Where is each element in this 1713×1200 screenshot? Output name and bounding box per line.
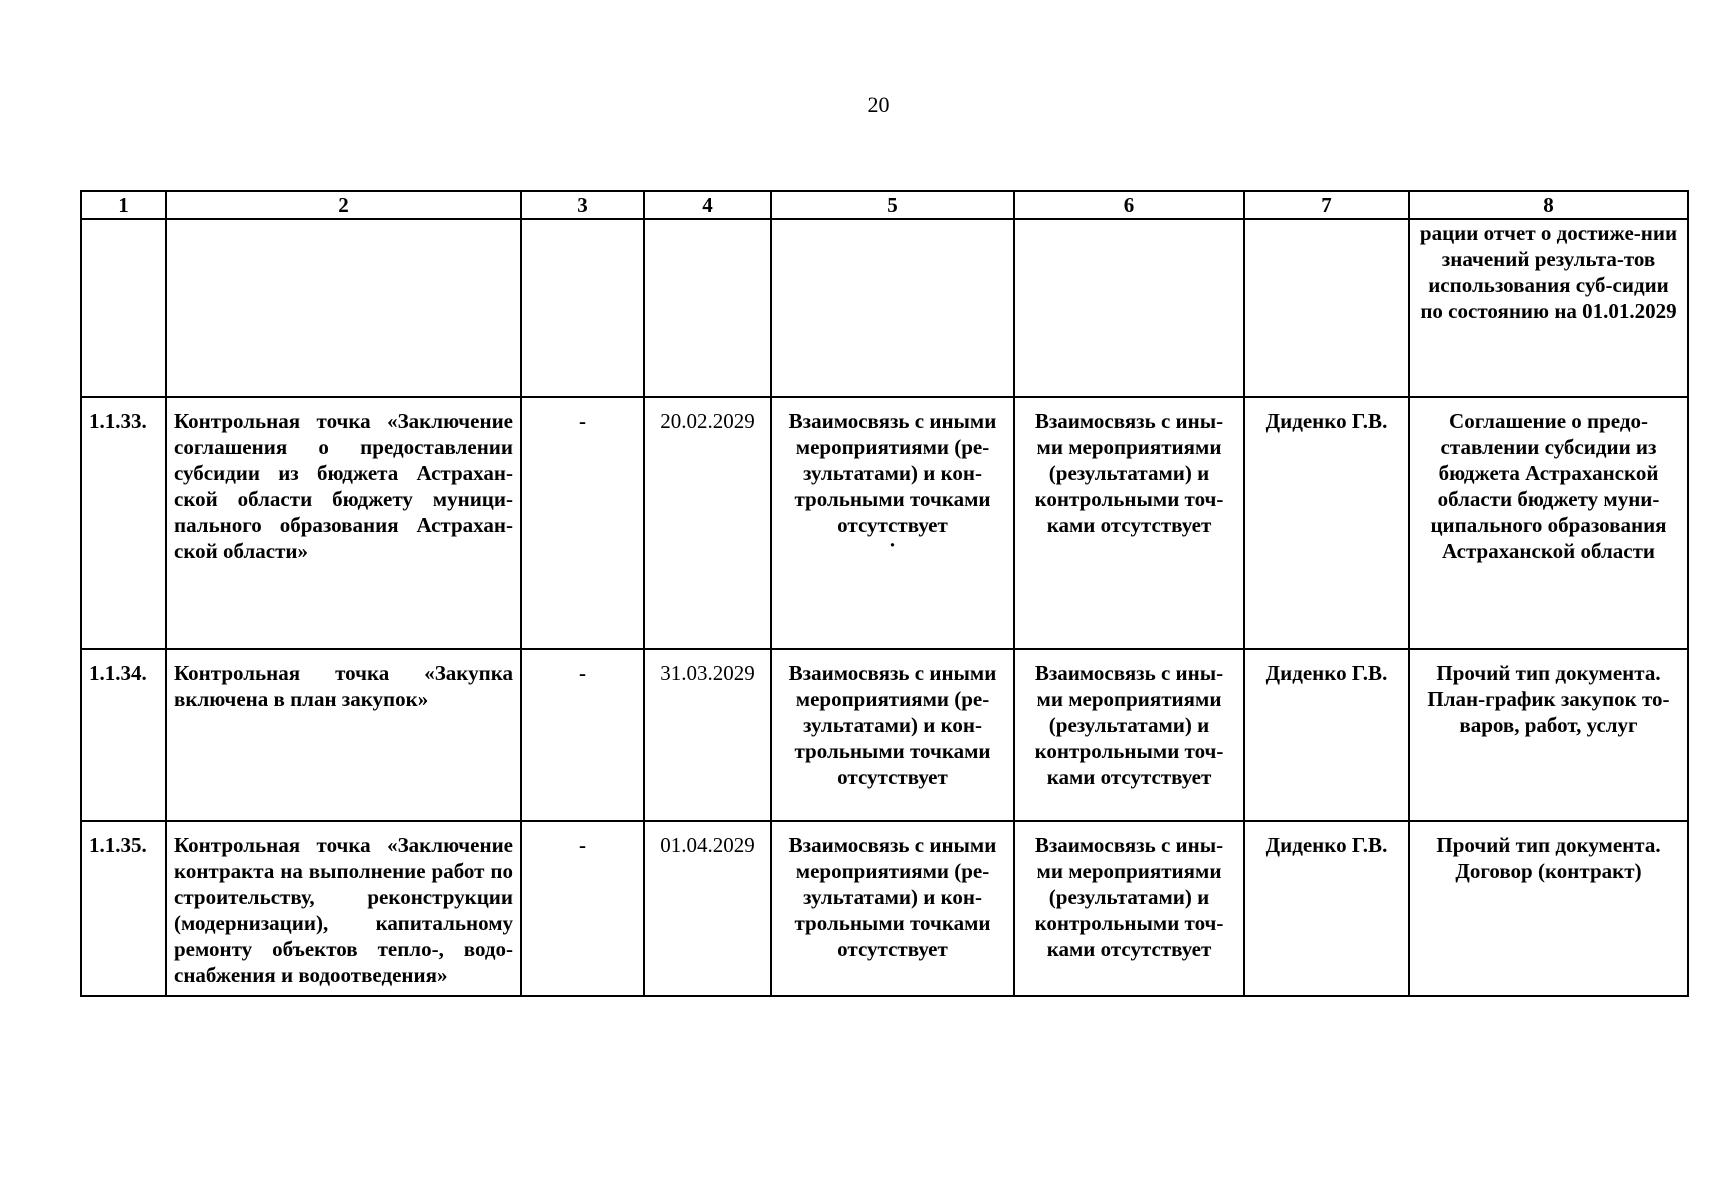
- row-number: 1.1.34.: [81, 649, 166, 821]
- responsible-person: Диденко Г.В.: [1244, 649, 1409, 821]
- column-header-8: 8: [1409, 191, 1688, 219]
- row-number: 1.1.35.: [81, 821, 166, 996]
- scan-dot: ·: [888, 533, 896, 557]
- continuation-cell-7: [1244, 219, 1409, 397]
- deadline-date: 31.03.2029: [644, 649, 771, 821]
- table-row: [81, 649, 1688, 821]
- table-row: [81, 821, 1688, 996]
- row-number: 1.1.33.: [81, 397, 166, 649]
- relation-cell-5: Взаимосвязь с иными мероприятиями (ре-зультатами) и кон-трольными точками отсутствует: [771, 649, 1014, 821]
- responsible-person: Диденко Г.В.: [1244, 821, 1409, 996]
- relation-text-5: Взаимосвязь с иными мероприятиями (ре-зультатами) и кон-трольными точками отсутствует: [788, 409, 997, 537]
- document-type: Прочий тип документа. План-график закупок то-варов, работ, услуг: [1409, 649, 1688, 821]
- column-3-value: -: [521, 821, 644, 996]
- continuation-cell-3: [521, 219, 644, 397]
- column-header-6: 6: [1014, 191, 1244, 219]
- relation-cell-6: Взаимосвязь с ины-ми мероприятиями (результатами) и контрольными точ-ками отсутствует: [1014, 821, 1244, 996]
- relation-cell-5: Взаимосвязь с иными мероприятиями (ре-зультатами) и кон-трольными точками отсутствует: [771, 821, 1014, 996]
- continuation-document-cell: рации отчет о достиже-нии значений результа-тов использования суб-сидии по состоянию на 01.01.2029: [1409, 219, 1688, 397]
- column-header-1: 1: [81, 191, 166, 219]
- continuation-cell-4: [644, 219, 771, 397]
- deadline-date: 01.04.2029: [644, 821, 771, 996]
- control-point-name: Контрольная точка «Заключение контракта на выполнение работ по строительству, реконструкции (модернизации), капитальному ремонту объектов тепло-, водо-снабжения и водоотведения»: [166, 821, 521, 996]
- column-header-4: 4: [644, 191, 771, 219]
- continuation-row: [81, 219, 1688, 397]
- continuation-cell-6: [1014, 219, 1244, 397]
- document-type: Прочий тип документа. Договор (контракт): [1409, 821, 1688, 996]
- deadline-date: 20.02.2029: [644, 397, 771, 649]
- column-header-7: 7: [1244, 191, 1409, 219]
- column-header-2: 2: [166, 191, 521, 219]
- column-3-value: -: [521, 649, 644, 821]
- column-header-3: 3: [521, 191, 644, 219]
- table-row: [81, 397, 1688, 649]
- relation-cell-6: Взаимосвязь с ины-ми мероприятиями (результатами) и контрольными точ-ками отсутствует: [1014, 397, 1244, 649]
- document-type: Соглашение о предо-ставлении субсидии из бюджета Астраханской области бюджету муни-ципального образования Астраханской области: [1409, 397, 1688, 649]
- column-header-5: 5: [771, 191, 1014, 219]
- header-row: [81, 191, 1688, 219]
- control-point-name: Контрольная точка «Заключение соглашения о предоставлении субсидии из бюджета Астрахан-ской области бюджету муници-пального образования Астрахан-ской области»: [166, 397, 521, 649]
- continuation-cell-5: [771, 219, 1014, 397]
- continuation-cell-2: [166, 219, 521, 397]
- relation-cell-6: Взаимосвязь с ины-ми мероприятиями (результатами) и контрольными точ-ками отсутствует: [1014, 649, 1244, 821]
- page-number: 20: [867, 92, 890, 117]
- continuation-cell-1: [81, 219, 166, 397]
- responsible-person: Диденко Г.В.: [1244, 397, 1409, 649]
- relation-cell-5: [771, 397, 1014, 649]
- column-3-value: -: [521, 397, 644, 649]
- control-points-table: [80, 190, 1689, 997]
- control-point-name: Контрольная точка «Закупка включена в план закупок»: [166, 649, 521, 821]
